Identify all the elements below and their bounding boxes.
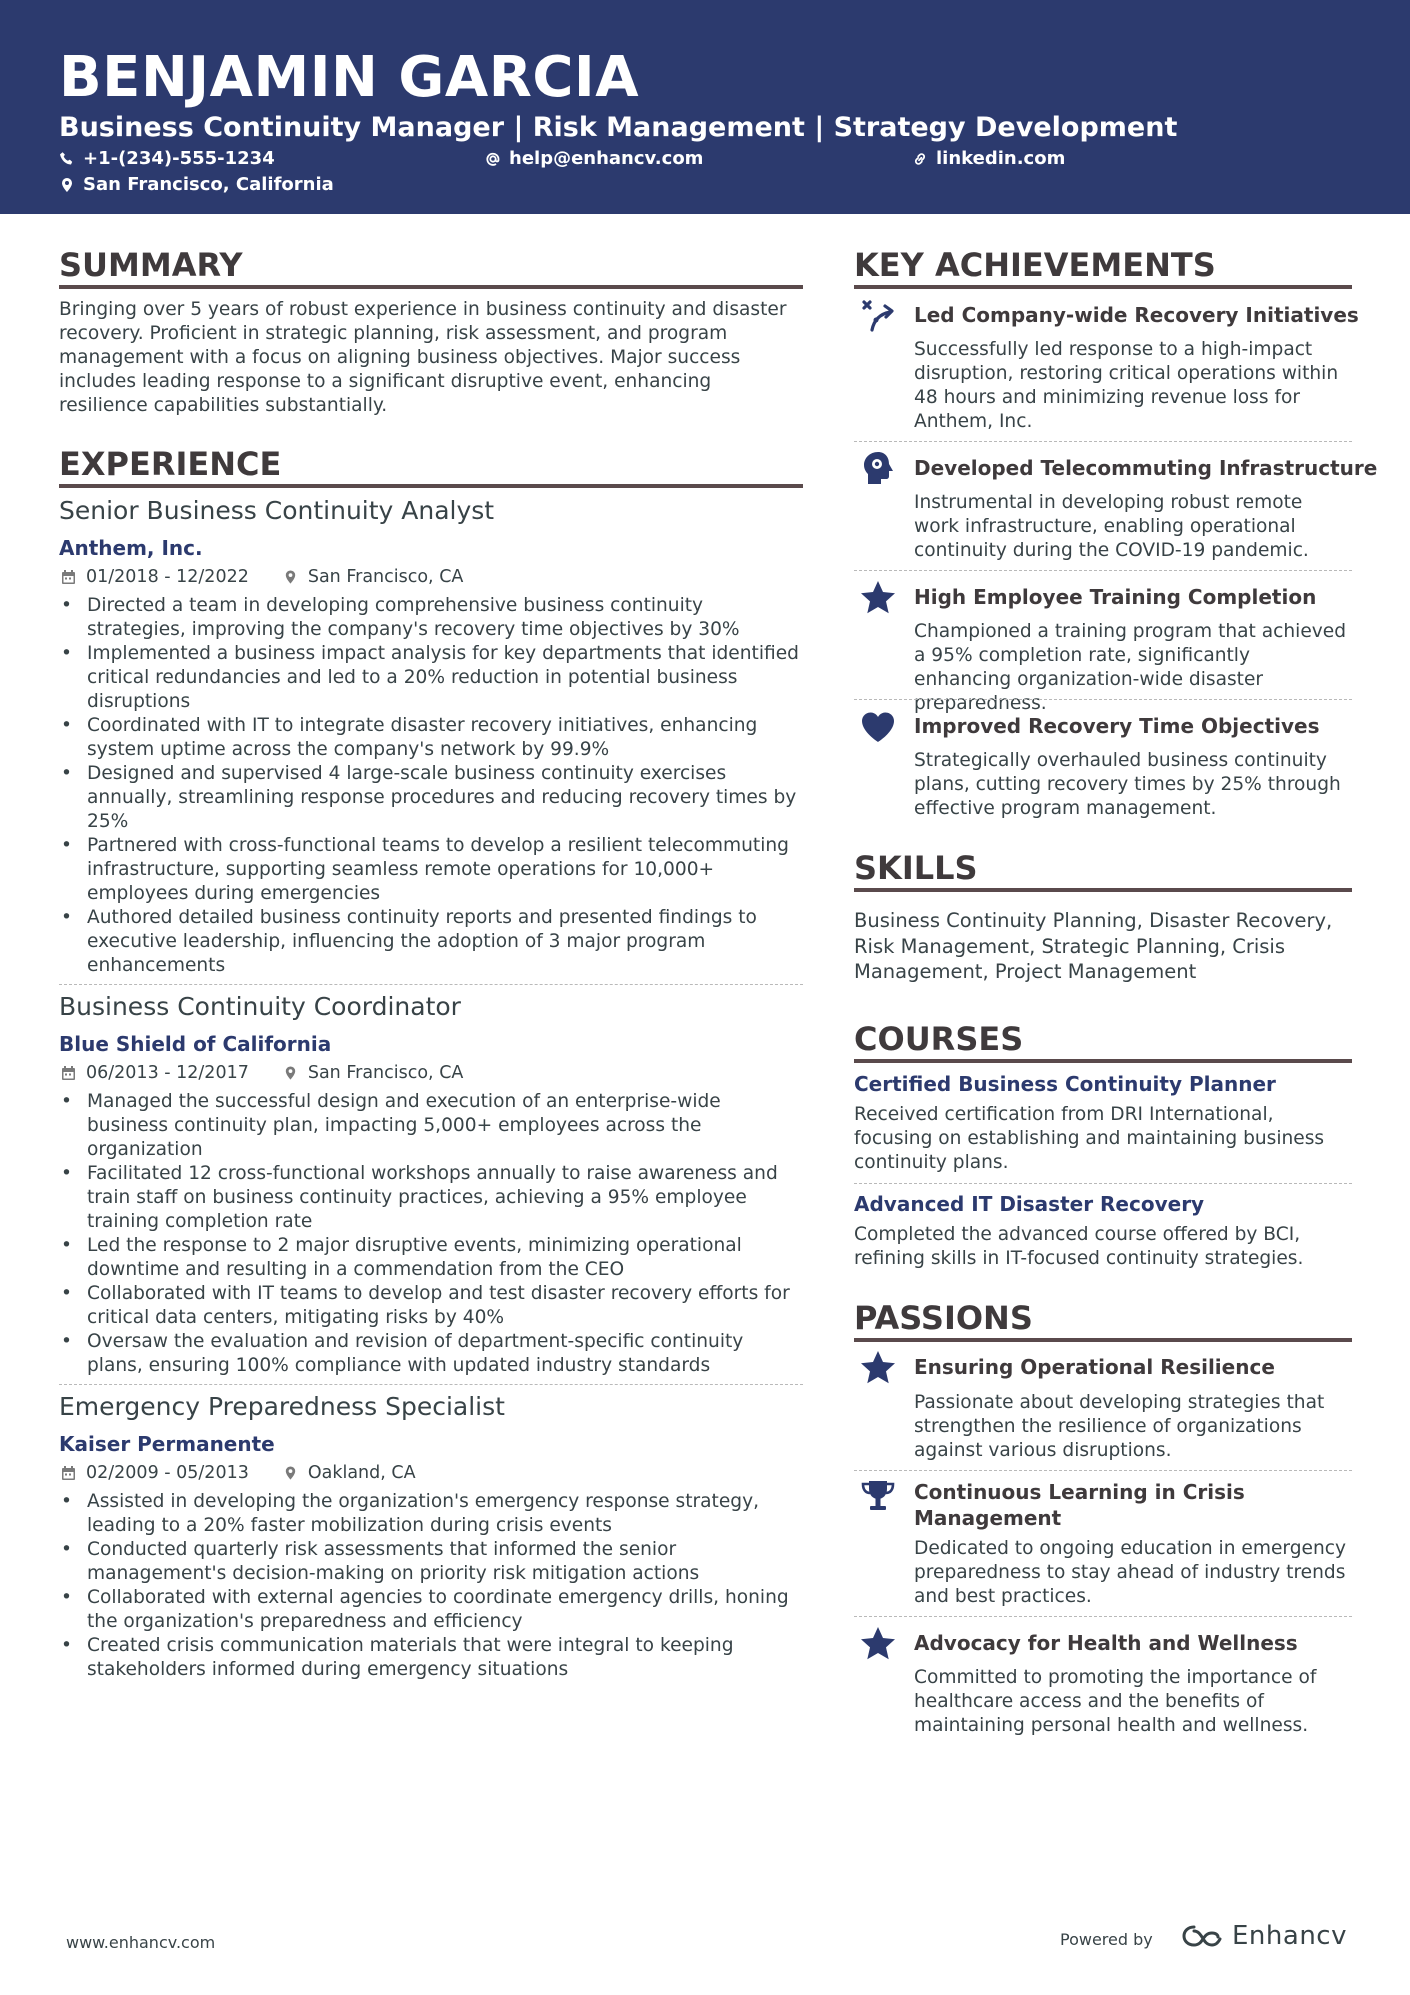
list-item: • Directed a team in developing comprehensive business continuity strategies, improving the company's recovery time objectives by 30% (59, 594, 803, 642)
course-text: Completed the advanced course offered by BCI, refining skills in IT-focused continuity strategies. (854, 1224, 1304, 1269)
list-item: • Collaborated with IT teams to develop and test disaster recovery efforts for critical data centers, mitigating risks by 40% (59, 1282, 803, 1330)
location-pin-icon (283, 1065, 298, 1081)
list-item: • Assisted in developing the organization's emergency response strategy, leading to a 20% faster mobilization during crisis events (59, 1490, 803, 1538)
location-pin-icon (283, 1465, 298, 1481)
job-bullets (59, 1090, 803, 1378)
linkedin-link[interactable]: linkedin.com (936, 148, 1066, 169)
footer-url[interactable]: www.enhancv.com (66, 1933, 216, 1952)
skills-text: Business Continuity Planning, Disaster Recovery, Risk Management, Strategic Planning, Crisis Management, Project Management (854, 909, 1333, 983)
achievement-title: Improved Recovery Time Objectives (914, 714, 1320, 738)
brand-name: Enhancv (1232, 1921, 1347, 1951)
summary-text: Bringing over 5 years of robust experience in business continuity and disaster recovery. Proficient in strategic planning, risk assessment, and program management with a focus on aligning business objectives. Major success includes leading response to a significant disruptive event, enhancing resilience capabilities substantially. (59, 299, 787, 416)
divider (854, 1616, 1352, 1617)
list-item: • Partnered with cross-functional teams to develop a resilient telecommuting infrastructure, supporting seamless remote operations for 10,000+ employees during emergencies (59, 834, 803, 906)
course-title: Certified Business Continuity Planner (854, 1072, 1276, 1096)
list-item: • Managed the successful design and execution of an enterprise-wide business continuity plan, impacting 5,000+ employees across the organization (59, 1090, 803, 1162)
job-title: Senior Business Continuity Analyst (59, 496, 495, 525)
candidate-name: BENJAMIN GARCIA (59, 45, 640, 110)
passion-title: Continuous Learning in Crisis Management (914, 1480, 1245, 1530)
head-idea-icon (858, 448, 898, 488)
divider (59, 1384, 803, 1385)
phone-text: +1-(234)-555-1234 (83, 148, 275, 169)
list-item: • Facilitated 12 cross-functional workshops annually to raise awareness and train staff on business continuity practices, achieving a 95% employee training completion rate (59, 1162, 803, 1234)
contact-email[interactable] (485, 148, 703, 170)
achievement-text: Instrumental in developing robust remote work infrastructure, enabling operational continuity during the COVID-19 pandemic. (914, 492, 1309, 561)
job-title: Business Continuity Coordinator (59, 992, 461, 1021)
list-item: • Collaborated with external agencies to coordinate emergency drills, honing the organization's preparedness and efficiency (59, 1586, 803, 1634)
location-pin-icon (59, 177, 75, 193)
contact-linkedin[interactable] (912, 148, 1065, 170)
achievement-title: Led Company-wide Recovery Initiatives (914, 303, 1359, 327)
divider (854, 1183, 1352, 1184)
job-meta (61, 1062, 463, 1084)
achievement-title: High Employee Training Completion (914, 585, 1317, 609)
list-item: • Implemented a business impact analysis for key departments that identified critical redundancies and led to a 20% reduction in potential business disruptions (59, 642, 803, 714)
location-pin-icon (283, 569, 298, 585)
calendar-icon (61, 1065, 76, 1081)
list-item: • Created crisis communication materials that were integral to keeping stakeholders informed during emergency situations (59, 1634, 803, 1682)
candidate-headline: Business Continuity Manager | Risk Management | Strategy Development (59, 112, 1178, 143)
strategy-icon (858, 296, 898, 336)
achievement-text: Championed a training program that achieved a 95% completion rate, significantly enhancing organization-wide disaster preparedness. (914, 621, 1347, 714)
brand-logo[interactable] (1180, 1921, 1347, 1951)
job-bullets (59, 1490, 803, 1682)
job-company: Blue Shield of California (59, 1032, 332, 1056)
passion-title: Advocacy for Health and Wellness (914, 1631, 1298, 1655)
passion-text: Dedicated to ongoing education in emergency preparedness to stay ahead of industry trends and best practices. (914, 1538, 1346, 1607)
courses-heading: COURSES (854, 1020, 1024, 1058)
contact-location (59, 174, 334, 196)
star-icon (858, 1624, 898, 1664)
passion-text: Passionate about developing strategies that strengthen the resilience of organizations against various disruptions. (914, 1392, 1325, 1461)
achievements-heading: KEY ACHIEVEMENTS (854, 246, 1216, 284)
passion-text: Committed to promoting the importance of healthcare access and the benefits of maintaining personal health and wellness. (914, 1667, 1317, 1736)
calendar-icon (61, 1465, 76, 1481)
list-item: • Coordinated with IT to integrate disaster recovery initiatives, enhancing system uptime across the company's network by 99.9% (59, 714, 803, 762)
job-dates: 02/2009 - 05/2013 (86, 1463, 249, 1483)
courses-rule (854, 1059, 1352, 1063)
location-text: San Francisco, California (83, 174, 334, 195)
experience-heading: EXPERIENCE (59, 445, 282, 483)
passions-rule (854, 1338, 1352, 1342)
job-dates: 01/2018 - 12/2022 (86, 567, 249, 587)
at-sign-icon (485, 151, 501, 167)
job-title: Emergency Preparedness Specialist (59, 1392, 505, 1421)
skills-heading: SKILLS (854, 849, 978, 887)
trophy-icon (858, 1477, 898, 1517)
list-item: • Designed and supervised 4 large-scale business continuity exercises annually, streamlining response procedures and reducing recovery times by 25% (59, 762, 803, 834)
passion-title: Ensuring Operational Resilience (914, 1355, 1275, 1379)
divider (854, 1470, 1352, 1471)
list-item: • Conducted quarterly risk assessments that informed the senior management's decision-making on priority risk mitigation actions (59, 1538, 803, 1586)
heart-icon (858, 707, 898, 747)
achievement-text: Strategically overhauled business continuity plans, cutting recovery times by 25% through effective program management. (914, 750, 1341, 819)
summary-rule (59, 285, 803, 289)
achievement-text: Successfully led response to a high-impact disruption, restoring critical operations within 48 hours and minimizing revenue loss for Anthem, Inc. (914, 339, 1339, 432)
list-item: • Led the response to 2 major disruptive events, minimizing operational downtime and resulting in a commendation from the CEO (59, 1234, 803, 1282)
job-bullets (59, 594, 803, 978)
job-company: Anthem, Inc. (59, 536, 203, 560)
experience-rule (59, 484, 803, 488)
achievement-title: Developed Telecommuting Infrastructure (914, 456, 1378, 480)
calendar-icon (61, 569, 76, 585)
job-location: Oakland, CA (307, 1463, 416, 1483)
star-icon (858, 1348, 898, 1388)
skills-rule (854, 888, 1352, 892)
job-dates: 06/2013 - 12/2017 (86, 1063, 249, 1083)
list-item: • Oversaw the evaluation and revision of department-specific continuity plans, ensuring 100% compliance with updated industry standards (59, 1330, 803, 1378)
contact-phone (59, 148, 275, 170)
link-icon (912, 151, 928, 167)
phone-icon (59, 151, 75, 167)
enhancv-logo-icon (1180, 1923, 1226, 1949)
divider (854, 441, 1352, 442)
achievements-rule (854, 285, 1352, 289)
summary-heading: SUMMARY (59, 246, 243, 284)
job-location: San Francisco, CA (307, 1063, 464, 1083)
course-text: Received certification from DRI International, focusing on establishing and maintaining business continuity plans. (854, 1104, 1325, 1173)
footer-powered-by: Powered by (1060, 1930, 1153, 1949)
divider (854, 570, 1352, 571)
job-meta (61, 566, 463, 588)
list-item: • Authored detailed business continuity reports and presented findings to executive leadership, influencing the adoption of 3 major program enhancements (59, 906, 803, 978)
job-company: Kaiser Permanente (59, 1432, 275, 1456)
star-icon (858, 578, 898, 618)
resume-header (0, 0, 1410, 214)
divider (59, 984, 803, 985)
job-meta (61, 1462, 416, 1484)
email-link[interactable]: help@enhancv.com (509, 148, 704, 169)
passions-heading: PASSIONS (854, 1299, 1033, 1337)
job-location: San Francisco, CA (307, 567, 464, 587)
divider (854, 699, 1352, 700)
course-title: Advanced IT Disaster Recovery (854, 1192, 1205, 1216)
